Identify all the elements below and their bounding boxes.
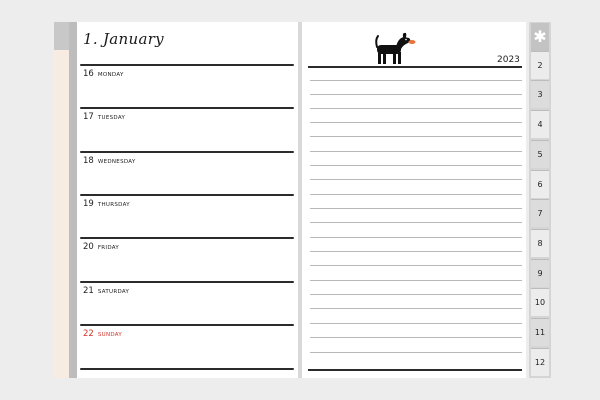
day-label-wednesday[interactable]: 18 WEDNESDAY xyxy=(83,156,136,166)
dog-icon xyxy=(372,30,418,66)
note-line xyxy=(310,80,522,81)
tab-month-10[interactable]: 10 xyxy=(531,288,549,316)
note-line xyxy=(310,122,522,123)
note-line xyxy=(310,294,522,295)
note-line xyxy=(310,280,522,281)
note-line xyxy=(310,165,522,166)
note-line xyxy=(310,323,522,324)
day-rule xyxy=(80,324,294,326)
tab-month-9[interactable]: 9 xyxy=(531,259,549,287)
day-rule xyxy=(80,237,294,239)
day-label-tuesday[interactable]: 17 TUESDAY xyxy=(83,112,126,122)
tab-month-8[interactable]: 8 xyxy=(531,229,549,257)
day-label-friday[interactable]: 20 FRIDAY xyxy=(83,242,120,252)
month-name: January xyxy=(102,30,164,48)
tab-month-5[interactable]: 5 xyxy=(531,140,549,168)
note-line xyxy=(310,108,522,109)
notes-top-rule xyxy=(308,66,522,68)
notes-bottom-rule xyxy=(308,369,522,371)
note-line xyxy=(310,222,522,223)
day-rule xyxy=(80,107,294,109)
day-label-monday[interactable]: 16 MONDAY xyxy=(83,69,124,79)
day-rule xyxy=(80,281,294,283)
note-line xyxy=(310,237,522,238)
day-rule xyxy=(80,368,294,370)
note-line xyxy=(310,136,522,137)
note-line xyxy=(310,308,522,309)
day-label-thursday[interactable]: 19 THURSDAY xyxy=(83,199,130,209)
tab-month-3[interactable]: 3 xyxy=(531,80,549,108)
month-title: 1. January xyxy=(83,30,164,48)
day-label-saturday[interactable]: 21 SATURDAY xyxy=(83,286,130,296)
tab-month-11[interactable]: 11 xyxy=(531,318,549,346)
asterisk-icon[interactable]: ✱ xyxy=(531,23,549,51)
year-label: 2023 xyxy=(497,55,520,65)
note-line xyxy=(310,179,522,180)
day-label-sunday[interactable]: 22 SUNDAY xyxy=(83,329,123,339)
note-line xyxy=(310,151,522,152)
right-page xyxy=(302,22,526,378)
month-number: 1 xyxy=(83,30,93,48)
day-rule xyxy=(80,151,294,153)
left-binding-strip xyxy=(69,22,77,378)
tab-month-7[interactable]: 7 xyxy=(531,199,549,227)
note-line xyxy=(310,194,522,195)
note-line xyxy=(310,251,522,252)
tab-month-4[interactable]: 4 xyxy=(531,110,549,138)
note-line xyxy=(310,94,522,95)
note-line xyxy=(310,352,522,353)
note-line xyxy=(310,208,522,209)
tab-month-12[interactable]: 12 xyxy=(531,348,549,376)
day-rule xyxy=(80,194,294,196)
note-line xyxy=(310,337,522,338)
note-line xyxy=(310,265,522,266)
tab-month-6[interactable]: 6 xyxy=(531,170,549,198)
day-rule xyxy=(80,64,294,66)
tab-month-2[interactable]: 2 xyxy=(531,51,549,79)
